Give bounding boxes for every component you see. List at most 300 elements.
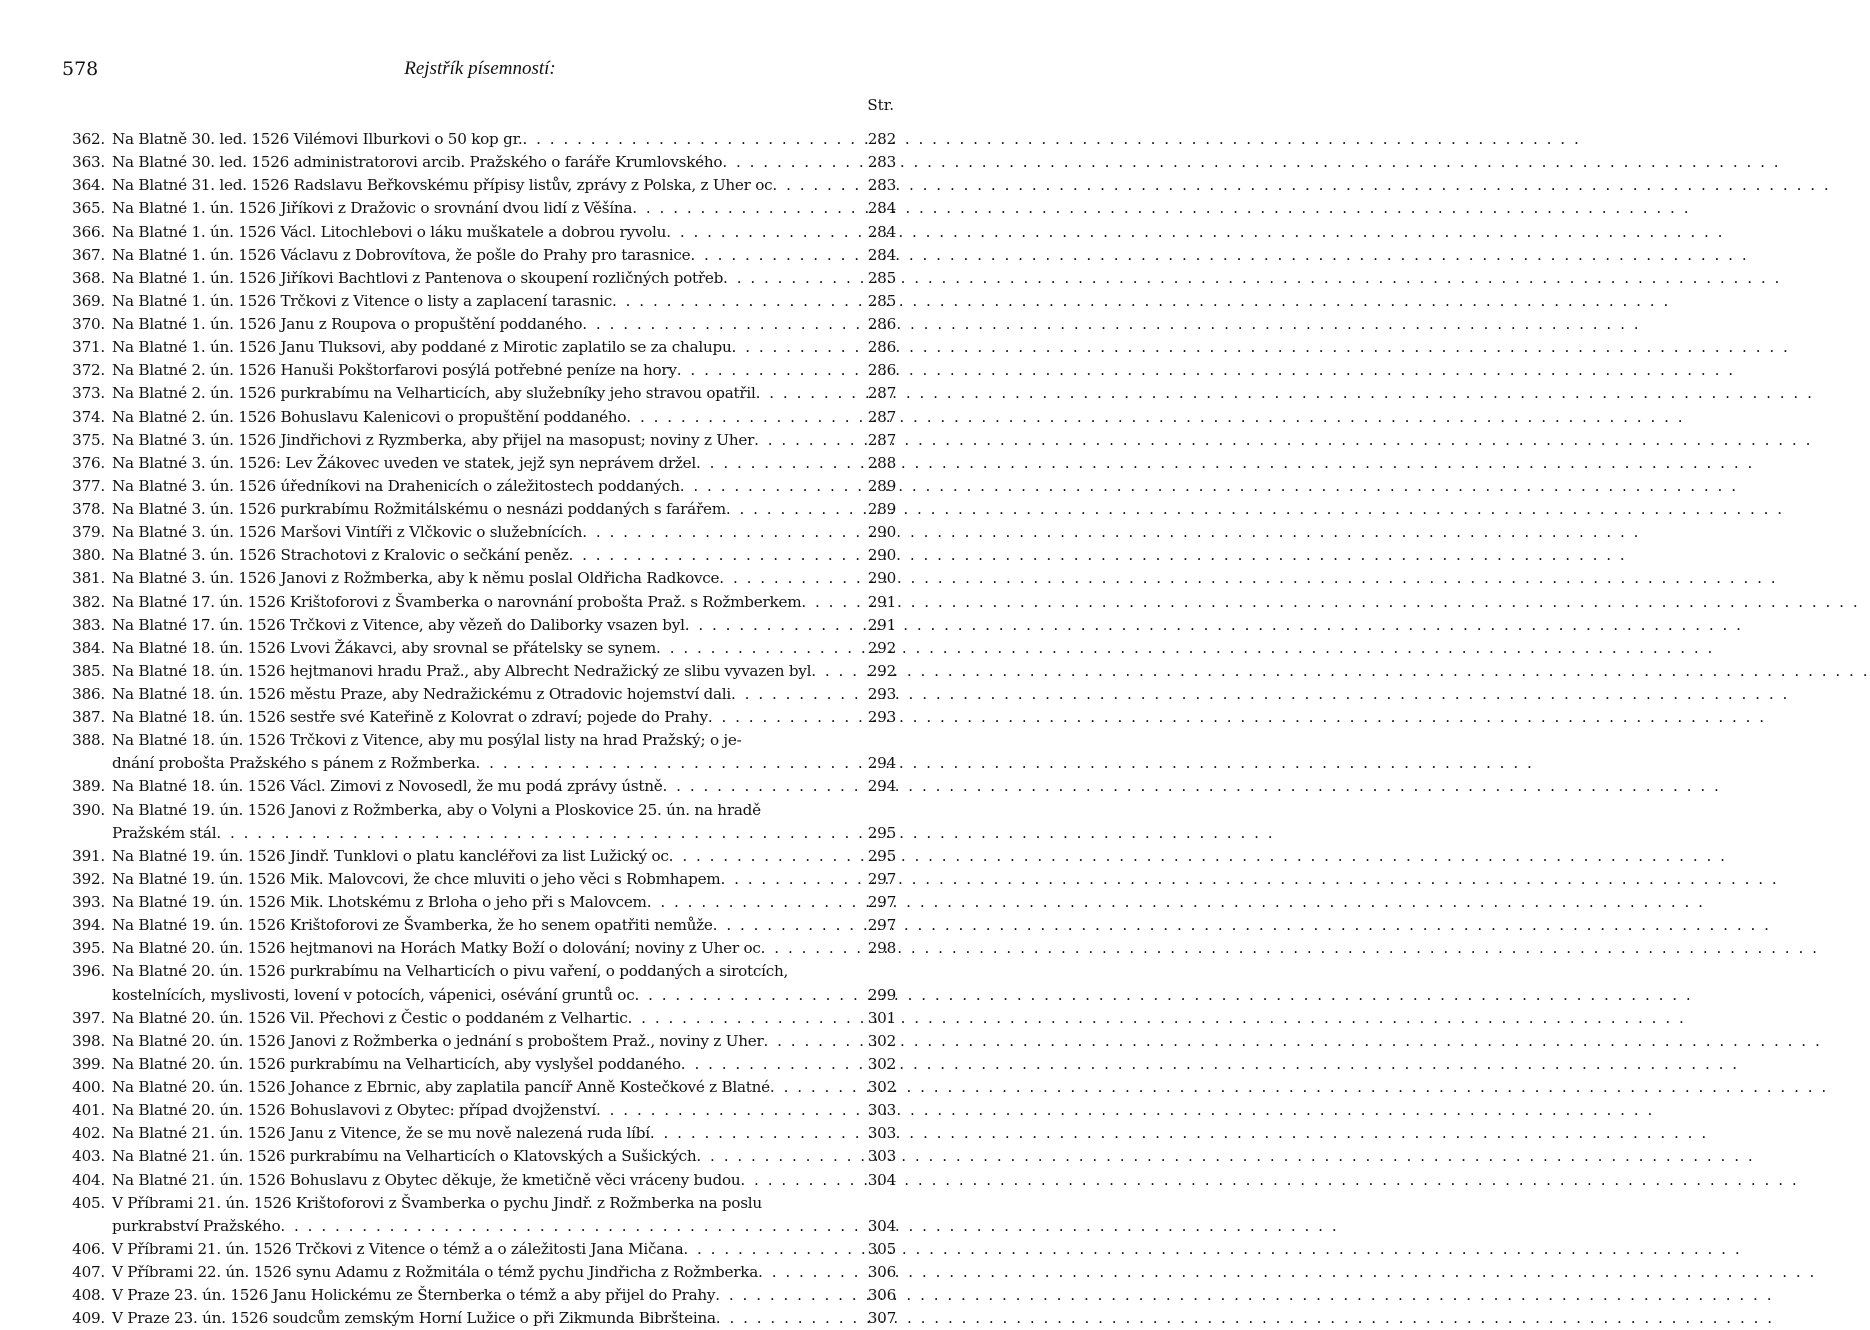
entry-page-number: 290	[867, 569, 896, 588]
entry-line	[112, 614, 896, 637]
entry-line	[112, 406, 896, 429]
entry-text: V Praze 23. ún. 1526 soudcům zemským Horní Lužice o při Zikmunda Bibršteina	[112, 1309, 716, 1328]
entry-page-number: 304	[867, 1216, 896, 1235]
dot-leader	[723, 267, 864, 290]
entry-line	[112, 637, 896, 660]
register-entry	[64, 267, 896, 290]
entry-line	[112, 498, 896, 521]
entry-page-number: 304	[867, 1170, 896, 1189]
entry-body	[112, 1238, 896, 1261]
dot-leader	[696, 452, 864, 475]
entry-page-number: 298	[867, 939, 896, 958]
entry-number: 378.	[72, 500, 105, 518]
entry-body	[112, 1007, 896, 1030]
entry-number: 373.	[72, 384, 105, 403]
entry-body	[112, 1192, 896, 1238]
entry-page-number: 283	[867, 176, 896, 195]
entry-page-number: 307	[867, 1309, 896, 1328]
dot-leader	[280, 1215, 864, 1238]
entry-number: 406.	[72, 1239, 105, 1258]
entry-line	[112, 359, 896, 382]
entry-body	[112, 706, 896, 729]
entry-text: purkrabství Pražského	[112, 1216, 281, 1235]
entry-page-number: 302	[867, 1031, 896, 1050]
register-entry	[64, 868, 896, 891]
dot-leader	[740, 1169, 864, 1192]
entry-body	[112, 775, 896, 798]
entry-number: 390.	[72, 800, 105, 819]
dot-leader	[715, 1284, 864, 1307]
entry-body	[112, 914, 896, 937]
entry-page-number: 293	[867, 708, 896, 727]
register-entry	[64, 683, 896, 706]
entry-number: 387.	[72, 708, 105, 727]
entry-number: 384.	[72, 638, 105, 657]
entry-line	[112, 960, 896, 983]
entry-body	[112, 1307, 896, 1330]
dot-leader	[696, 1145, 864, 1168]
entry-text: Na Blatné 20. ún. 1526 purkrabímu na Velharticích, aby vyslyšel poddaného	[112, 1054, 681, 1073]
entry-text: Na Blatné 1. ún. 1526 Václavu z Dobrovítova, že pošle do Prahy pro tarasnice	[112, 245, 691, 264]
entry-text: Na Blatné 18. ún. 1526 Trčkovi z Vitence, aby mu posýlal listy na hrad Pražský; o je-	[112, 731, 742, 750]
entry-page-number: 289	[867, 500, 896, 518]
entry-body	[112, 1076, 896, 1099]
entry-number: 400.	[72, 1078, 105, 1097]
entry-text: Na Blatné 3. ún. 1526 Jindřichovi z Ryzmberka, aby přijel na masopust; noviny z Uher	[112, 430, 755, 449]
entry-page-number: 294	[867, 777, 896, 796]
entry-page-number: 289	[867, 476, 896, 495]
entry-text: Na Blatné 3. ún. 1526 úředníkovi na Drahenicích o záležitostech poddaných	[112, 476, 680, 495]
entry-body	[112, 151, 896, 174]
entry-number: 392.	[72, 869, 105, 888]
entry-text: Na Blatné 17. ún. 1526 Krištoforovi z Švamberka o narovnání probošta Praž. s Rožmberkem	[112, 592, 802, 611]
entry-line	[112, 567, 896, 590]
dot-leader	[708, 706, 864, 729]
entry-line	[112, 1192, 896, 1215]
entry-body	[112, 683, 896, 706]
entry-text: Na Blatné 1. ún. 1526 Janu z Roupova o propuštění poddaného	[112, 315, 583, 333]
entry-body	[112, 197, 896, 220]
dot-leader	[719, 567, 864, 590]
entry-line	[112, 521, 896, 544]
entry-number: 401.	[72, 1101, 105, 1120]
entry-page-number: 303	[867, 1147, 896, 1166]
entry-text: Na Blatné 17. ún. 1526 Trčkovi z Vitence, aby vězeň do Daliborky vsazen byl	[112, 615, 685, 634]
entry-body	[112, 429, 896, 452]
entry-page-number: 291	[867, 592, 896, 611]
register-entry	[64, 591, 896, 614]
entry-line	[112, 244, 896, 267]
entry-page-number: 292	[867, 661, 896, 680]
entry-page-number: 282	[867, 130, 896, 148]
entry-number: 381.	[72, 569, 105, 588]
entry-text: Pražském stál	[112, 823, 217, 842]
dot-leader	[666, 221, 864, 244]
entry-line	[112, 1238, 896, 1261]
entry-line	[112, 267, 896, 290]
entry-page-number: 286	[867, 338, 896, 357]
entry-line	[112, 1053, 896, 1076]
register-entries	[64, 128, 896, 1330]
entry-number: 370.	[72, 315, 105, 333]
dot-leader	[650, 1122, 864, 1145]
entry-line	[112, 984, 896, 1007]
entry-number: 398.	[72, 1031, 105, 1050]
register-entry	[64, 1099, 896, 1122]
register-entry	[64, 1192, 896, 1238]
entry-line	[112, 544, 896, 567]
entry-number: 376.	[72, 453, 105, 472]
entry-page-number: 306	[867, 1263, 896, 1281]
entry-body	[112, 1122, 896, 1145]
dot-leader	[732, 336, 864, 359]
entry-body	[112, 614, 896, 637]
register-entry	[64, 1238, 896, 1261]
entry-line	[112, 452, 896, 475]
dot-leader	[632, 197, 864, 220]
entry-number: 363.	[72, 153, 105, 172]
register-entry	[64, 1261, 896, 1284]
entry-line	[112, 1169, 896, 1192]
dot-leader	[596, 1099, 864, 1122]
entry-text: Na Blatné 20. ún. 1526 Johance z Ebrnic, aby zaplatila pancíř Anně Kostečkové z Blatné	[112, 1078, 770, 1097]
entry-body	[112, 382, 896, 405]
entry-line	[112, 475, 896, 498]
entry-body	[112, 290, 896, 313]
entry-line	[112, 891, 896, 914]
entry-text: Na Blatné 3. ún. 1526 purkrabímu Rožmitálskému o nesnázi poddaných s farářem	[112, 500, 726, 518]
entry-text: Na Blatné 20. ún. 1526 Janovi z Rožmberka o jednání s proboštem Praž., noviny z Uher	[112, 1031, 764, 1050]
entry-number: 396.	[72, 962, 105, 981]
entry-text: kostelnících, myslivosti, lovení v potocích, vápenici, osévání gruntů oc	[112, 985, 635, 1004]
entry-text: Na Blatné 31. led. 1526 Radslavu Beřkovskému přípisy listův, zprávy z Polska, z Uher oc	[112, 176, 773, 195]
dot-leader	[726, 498, 864, 521]
register-entry	[64, 498, 896, 521]
entry-number: 393.	[72, 893, 105, 912]
dot-leader	[758, 1261, 864, 1284]
page-header	[0, 58, 960, 86]
register-entry	[64, 544, 896, 567]
dot-leader	[763, 1030, 864, 1053]
entry-number: 365.	[72, 199, 105, 218]
entry-number: 371.	[72, 338, 105, 357]
entry-line	[112, 382, 896, 405]
entry-page-number: 287	[867, 407, 896, 426]
entry-line	[112, 174, 896, 197]
entry-body	[112, 313, 896, 336]
entry-page-number: 291	[867, 615, 896, 634]
register-entry	[64, 614, 896, 637]
entry-line	[112, 429, 896, 452]
register-entry	[64, 151, 896, 174]
entry-number: 366.	[72, 222, 105, 241]
register-entry	[64, 475, 896, 498]
entry-page-number: 293	[867, 685, 896, 703]
dot-leader	[720, 868, 864, 891]
register-entry	[64, 1122, 896, 1145]
register-entry	[64, 406, 896, 429]
entry-text: Na Blatné 20. ún. 1526 purkrabímu na Velharticích o pivu vaření, o poddaných a sirotcích,	[112, 962, 789, 981]
entry-page-number: 286	[867, 361, 896, 380]
entry-number: 385.	[72, 661, 105, 680]
entry-text: Na Blatné 18. ún. 1526 Lvovi Žákavci, aby srovnal se přátelsky se synem	[112, 638, 657, 657]
entry-number: 377.	[72, 476, 105, 495]
entry-line	[112, 336, 896, 359]
register-entry	[64, 128, 896, 151]
entry-line	[112, 1030, 896, 1053]
dot-leader	[669, 845, 864, 868]
entry-line	[112, 591, 896, 614]
entry-body	[112, 1169, 896, 1192]
entry-page-number: 286	[867, 315, 896, 333]
dot-leader	[628, 1007, 864, 1030]
entry-body	[112, 1053, 896, 1076]
register-entry	[64, 1307, 896, 1330]
register-entry	[64, 521, 896, 544]
entry-line	[112, 1076, 896, 1099]
entry-body	[112, 128, 896, 151]
entry-page-number: 287	[867, 430, 896, 449]
entry-body	[112, 1030, 896, 1053]
dot-leader	[772, 174, 864, 197]
entry-text: Na Blatné 30. led. 1526 administratorovi arcib. Pražského o faráře Krumlovského	[112, 153, 723, 172]
entry-body	[112, 521, 896, 544]
entry-number: 405.	[72, 1193, 105, 1212]
entry-page-number: 301	[867, 1008, 896, 1027]
entry-page-number: 302	[867, 1054, 896, 1073]
entry-body	[112, 868, 896, 891]
entry-text: Na Blatné 19. ún. 1526 Mik. Lhotskému z Brloha o jeho při s Malovcem	[112, 893, 647, 912]
entry-text: Na Blatné 1. ún. 1526 Václ. Litochlebovi o láku muškatele a dobrou ryvolu	[112, 222, 667, 241]
register-entry	[64, 221, 896, 244]
dot-leader	[656, 637, 864, 660]
entry-line	[112, 845, 896, 868]
dot-leader	[522, 128, 864, 151]
entry-text: Na Blatné 1. ún. 1526 Trčkovi z Vitence o listy a zaplacení tarasnic	[112, 291, 612, 310]
entry-text: Na Blatné 20. ún. 1526 hejtmanovi na Horách Matky Boží o dolování; noviny z Uher oc	[112, 939, 761, 958]
entry-body	[112, 637, 896, 660]
dot-leader	[756, 382, 864, 405]
entry-number: 367.	[72, 245, 105, 264]
entry-page-number: 288	[867, 453, 896, 472]
entry-line	[112, 1307, 896, 1330]
dot-leader	[731, 683, 864, 706]
entry-line	[112, 775, 896, 798]
register-entry	[64, 429, 896, 452]
entry-body	[112, 937, 896, 960]
entry-body	[112, 406, 896, 429]
entry-body	[112, 845, 896, 868]
dot-leader	[612, 290, 864, 313]
entry-page-number: 287	[867, 384, 896, 403]
register-entry	[64, 845, 896, 868]
entry-body	[112, 452, 896, 475]
entry-body	[112, 1099, 896, 1122]
entry-line	[112, 151, 896, 174]
dot-leader	[663, 775, 864, 798]
entry-line	[112, 729, 896, 752]
entry-line	[112, 1284, 896, 1307]
page-column-label: Str.	[867, 96, 894, 114]
register-entry	[64, 937, 896, 960]
entry-line	[112, 799, 896, 822]
entry-line	[112, 937, 896, 960]
entry-page-number: 305	[867, 1239, 896, 1258]
dot-leader	[690, 244, 864, 267]
entry-page-number: 285	[867, 291, 896, 310]
dot-leader	[770, 1076, 864, 1099]
entry-body	[112, 891, 896, 914]
entry-text: Na Blatné 18. ún. 1526 městu Praze, aby Nedražickému z Otradovic hojemství dali	[112, 685, 732, 703]
entry-text: V Praze 23. ún. 1526 Janu Holickému ze Šternberka o témž a aby přijel do Prahy	[112, 1286, 716, 1305]
entry-number: 369.	[72, 291, 105, 310]
entry-page-number: 302	[867, 1078, 896, 1097]
entry-number: 409.	[72, 1309, 105, 1328]
entry-line	[112, 221, 896, 244]
register-entry	[64, 637, 896, 660]
entry-page-number: 283	[867, 153, 896, 172]
dot-leader	[754, 429, 864, 452]
entry-text: Na Blatné 2. ún. 1526 purkrabímu na Velharticích, aby služebníky jeho stravou opatřil	[112, 384, 756, 403]
register-entry	[64, 1053, 896, 1076]
entry-line	[112, 914, 896, 937]
entry-page-number: 295	[867, 846, 896, 865]
entry-line	[112, 683, 896, 706]
register-entry	[64, 336, 896, 359]
register-entry	[64, 382, 896, 405]
register-entry	[64, 960, 896, 1006]
entry-page-number: 292	[867, 638, 896, 657]
entry-text: Na Blatné 21. ún. 1526 Bohuslavu z Obytec děkuje, že kmetičně věci vráceny budou	[112, 1170, 741, 1189]
entry-body	[112, 359, 896, 382]
entry-body	[112, 567, 896, 590]
register-entry	[64, 197, 896, 220]
dot-leader	[634, 984, 864, 1007]
dot-leader	[722, 151, 864, 174]
register-entry	[64, 174, 896, 197]
entry-text: Na Blatné 2. ún. 1526 Bohuslavu Kalenicovi o propuštění poddaného	[112, 407, 627, 426]
entry-body	[112, 960, 896, 1006]
entry-body	[112, 267, 896, 290]
entry-page-number: 303	[867, 1101, 896, 1120]
entry-line	[112, 822, 896, 845]
entry-number: 395.	[72, 939, 105, 958]
entry-body	[112, 1261, 896, 1284]
entry-number: 386.	[72, 685, 105, 703]
entry-text: Na Blatné 20. ún. 1526 Vil. Přechovi z Čestic o poddaném z Velhartic	[112, 1008, 628, 1027]
register-entry	[64, 799, 896, 845]
entry-text: Na Blatné 3. ún. 1526 Maršovi Vintíři z Vlčkovic o služebnících	[112, 523, 583, 542]
entry-page-number: 284	[867, 222, 896, 241]
entry-text: V Příbrami 21. ún. 1526 Krištoforovi z Švamberka o pychu Jindř. z Rožmberka na poslu	[112, 1193, 762, 1212]
entry-text: Na Blatně 30. led. 1526 Vilémovi Ilburkovi o 50 kop gr.	[112, 130, 523, 148]
entry-text: Na Blatné 1. ún. 1526 Janu Tluksovi, aby poddané z Mirotic zaplatilo se za chalupu	[112, 338, 732, 357]
entry-text: dnání probošta Pražského s pánem z Rožmberka	[112, 754, 476, 773]
entry-text: V Příbrami 21. ún. 1526 Trčkovi z Vitence o témž a o záležitosti Jana Mičana	[112, 1239, 684, 1258]
dot-leader	[582, 521, 864, 544]
entry-text: Na Blatné 18. ún. 1526 Václ. Zimovi z Novosedl, že mu podá zprávy ústně	[112, 777, 663, 796]
dot-leader	[683, 1238, 864, 1261]
entry-text: Na Blatné 3. ún. 1526 Strachotovi z Kralovic o sečkání peněz	[112, 546, 569, 565]
entry-body	[112, 174, 896, 197]
dot-leader	[716, 1307, 864, 1330]
entry-body	[112, 799, 896, 845]
register-entry	[64, 290, 896, 313]
entry-text: V Příbrami 22. ún. 1526 synu Adamu z Rožmitála o témž pychu Jindřicha z Rožmberka	[112, 1263, 759, 1281]
entry-number: 383.	[72, 615, 105, 634]
entry-text: Na Blatné 1. ún. 1526 Jiříkovi Bachtlovi z Pantenova o skoupení rozličných potřeb	[112, 268, 724, 287]
entry-body	[112, 729, 896, 775]
register-entry	[64, 567, 896, 590]
entry-page-number: 290	[867, 546, 896, 565]
entry-text: Na Blatné 19. ún. 1526 Mik. Malovcovi, že chce mluviti o jeho věci s Robmhapem	[112, 869, 721, 888]
entry-page-number: 306	[867, 1286, 896, 1305]
entry-number: 402.	[72, 1124, 105, 1143]
register-entry	[64, 313, 896, 336]
dot-leader	[801, 591, 864, 614]
dot-leader	[216, 822, 864, 845]
entry-body	[112, 1145, 896, 1168]
entry-text: Na Blatné 21. ún. 1526 purkrabímu na Velharticích o Klatovských a Sušických	[112, 1147, 697, 1166]
entry-page-number: 284	[867, 245, 896, 264]
dot-leader	[568, 544, 864, 567]
dot-leader	[647, 891, 864, 914]
entry-number: 374.	[72, 407, 105, 426]
entry-number: 389.	[72, 777, 105, 796]
entry-text: Na Blatné 21. ún. 1526 Janu z Vitence, že se mu nově nalezená ruda líbí	[112, 1124, 650, 1143]
entry-body	[112, 336, 896, 359]
register-entry	[64, 1007, 896, 1030]
dot-leader	[713, 914, 864, 937]
entry-body	[112, 544, 896, 567]
entry-line	[112, 1215, 896, 1238]
register-entry	[64, 914, 896, 937]
entry-line	[112, 1145, 896, 1168]
dot-leader	[626, 406, 864, 429]
entry-line	[112, 313, 896, 336]
entry-page-number: 284	[867, 199, 896, 218]
entry-body	[112, 1284, 896, 1307]
running-title: Rejstřík písemností:	[404, 58, 556, 79]
entry-text: Na Blatné 19. ún. 1526 Krištoforovi ze Švamberka, že ho senem opatřiti nemůže	[112, 916, 713, 935]
entry-text: Na Blatné 3. ún. 1526: Lev Žákovec uveden ve statek, jejž syn neprávem držel	[112, 453, 697, 472]
entry-page-number: 303	[867, 1124, 896, 1143]
entry-text: Na Blatné 20. ún. 1526 Bohuslavovi z Obytec: případ dvojženství	[112, 1101, 596, 1120]
entry-number: 399.	[72, 1054, 105, 1073]
entry-number: 364.	[72, 176, 105, 195]
dot-leader	[685, 614, 864, 637]
register-entry	[64, 891, 896, 914]
register-entry	[64, 244, 896, 267]
entry-body	[112, 221, 896, 244]
entry-page-number: 285	[867, 268, 896, 287]
dot-leader	[811, 660, 864, 683]
entry-page-number: 295	[867, 823, 896, 842]
entry-body	[112, 244, 896, 267]
entry-line	[112, 1099, 896, 1122]
entry-number: 380.	[72, 546, 105, 565]
entry-body	[112, 591, 896, 614]
dot-leader	[680, 475, 864, 498]
register-entry	[64, 1030, 896, 1053]
register-entry	[64, 359, 896, 382]
entry-text: Na Blatné 2. ún. 1526 Hanuši Pokštorfarovi posýlá potřebné peníze na hory	[112, 361, 677, 380]
register-entry	[64, 706, 896, 729]
entry-body	[112, 660, 896, 683]
entry-number: 407.	[72, 1263, 105, 1281]
dot-leader	[476, 752, 864, 775]
entry-page-number: 297	[867, 869, 896, 888]
